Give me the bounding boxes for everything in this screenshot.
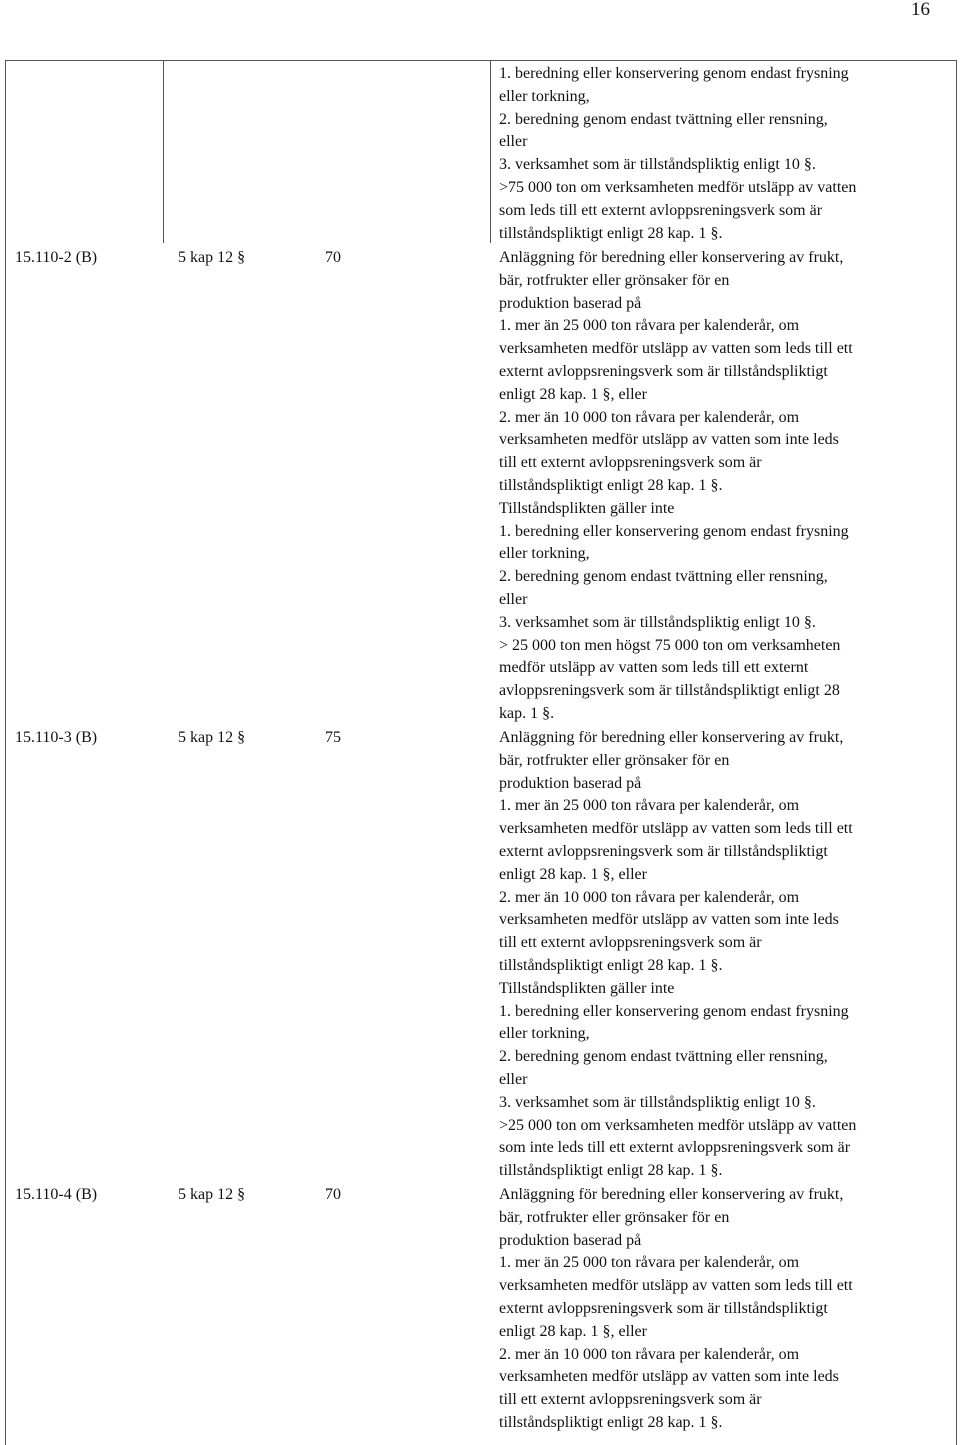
legal-reference: 5 kap 12 § xyxy=(178,1186,246,1203)
description-line: externt avloppsreningsverk som är tillståndspliktigt xyxy=(499,842,828,860)
description-line: till ett externt avloppsreningsverk som är xyxy=(499,454,762,472)
description-line: bär, rotfrukter eller grönsaker för en xyxy=(499,1208,730,1226)
description-line: 1. mer än 25 000 ton råvara per kalenderår, om xyxy=(499,317,800,335)
description-line: tillståndspliktigt enligt 28 kap. 1 §. xyxy=(499,476,723,494)
description-line: 1. beredning eller konservering genom endast frysning xyxy=(499,65,849,82)
legal-reference: 5 kap 12 § xyxy=(178,729,246,746)
description-line: 2. mer än 10 000 ton råvara per kalenderår, om xyxy=(499,888,800,906)
fee-value: 70 xyxy=(325,249,341,266)
description-line: > 25 000 ton men högst 75 000 ton om verksamheten xyxy=(499,636,841,654)
description-line: produktion baserad på xyxy=(499,1231,642,1249)
activity-code: 15.110-2 (B) xyxy=(15,249,98,266)
description-line: Anläggning för beredning eller konservering av frukt, xyxy=(499,729,844,746)
activity-code: 15.110-4 (B) xyxy=(15,1186,98,1203)
description-line: 2. beredning genom endast tvättning eller rensning, xyxy=(499,568,828,586)
description-line: 2. mer än 10 000 ton råvara per kalenderår, om xyxy=(499,1345,800,1363)
activity-code: 15.110-3 (B) xyxy=(15,729,98,746)
description-line: eller xyxy=(499,1070,528,1088)
description-line: verksamheten medför utsläpp av vatten som inte leds xyxy=(499,431,839,449)
description-line: 2. beredning genom endast tvättning eller rensning, xyxy=(499,1048,828,1066)
description-line: externt avloppsreningsverk som är tillståndspliktigt xyxy=(499,1299,828,1317)
description-line: 3. verksamhet som är tillståndspliktig enligt 10 §. xyxy=(499,613,816,631)
description-line: >25 000 ton om verksamheten medför utsläpp av vatten xyxy=(499,1116,857,1134)
description-line: enligt 28 kap. 1 §, eller xyxy=(499,1322,647,1340)
activity-description xyxy=(499,63,949,245)
description-line: produktion baserad på xyxy=(499,294,642,312)
description-line: avloppsreningsverk som är tillståndspliktigt enligt 28 xyxy=(499,682,840,700)
description-line: 1. beredning eller konservering genom endast frysning xyxy=(499,522,849,540)
description-line: medför utsläpp av vatten som leds till ett externt xyxy=(499,659,809,677)
activity-description xyxy=(499,1184,949,1435)
description-line: eller torkning, xyxy=(499,545,590,563)
description-line: till ett externt avloppsreningsverk som är xyxy=(499,1391,762,1409)
description-line: verksamheten medför utsläpp av vatten som inte leds xyxy=(499,911,839,929)
description-line: 1. mer än 25 000 ton råvara per kalenderår, om xyxy=(499,797,800,815)
description-line: Tillståndsplikten gäller inte xyxy=(499,499,675,517)
description-line: kap. 1 §. xyxy=(499,704,555,722)
description-line: till ett externt avloppsreningsverk som är xyxy=(499,934,762,952)
description-line: tillståndspliktigt enligt 28 kap. 1 §. xyxy=(499,956,723,974)
legal-reference: 5 kap 12 § xyxy=(178,249,246,266)
description-line: 3. verksamhet som är tillståndspliktig enligt 10 §. xyxy=(499,1093,816,1111)
description-line: 2. beredning genom endast tvättning eller rensning, xyxy=(499,110,828,128)
description-line: tillståndspliktigt enligt 28 kap. 1 §. xyxy=(499,224,723,242)
description-line: verksamheten medför utsläpp av vatten som leds till ett xyxy=(499,820,853,838)
description-line: 1. beredning eller konservering genom endast frysning xyxy=(499,1002,849,1020)
description-line: eller torkning, xyxy=(499,87,590,105)
description-line: 1. mer än 25 000 ton råvara per kalenderår, om xyxy=(499,1254,800,1272)
description-line: som inte leds till ett externt avloppsreningsverk som är xyxy=(499,1139,851,1157)
description-line: bär, rotfrukter eller grönsaker för en xyxy=(499,751,730,769)
description-line: 2. mer än 10 000 ton råvara per kalenderår, om xyxy=(499,408,800,426)
column-divider xyxy=(163,60,164,243)
activity-description xyxy=(499,727,949,1183)
fee-value: 70 xyxy=(325,1186,341,1203)
description-line: externt avloppsreningsverk som är tillståndspliktigt xyxy=(499,362,828,380)
column-divider xyxy=(490,60,491,243)
description-line: verksamheten medför utsläpp av vatten som leds till ett xyxy=(499,340,853,358)
description-line: Tillståndsplikten gäller inte xyxy=(499,979,675,997)
page-number: 16 xyxy=(911,0,930,20)
description-line: verksamheten medför utsläpp av vatten som leds till ett xyxy=(499,1277,853,1295)
activity-description xyxy=(499,247,949,726)
description-line: eller xyxy=(499,133,528,151)
description-line: enligt 28 kap. 1 §, eller xyxy=(499,865,647,883)
description-line: >75 000 ton om verksamheten medför utsläpp av vatten xyxy=(499,178,857,196)
description-line: Anläggning för beredning eller konservering av frukt, xyxy=(499,249,844,266)
description-line: Anläggning för beredning eller konservering av frukt, xyxy=(499,1186,844,1203)
description-line: verksamheten medför utsläpp av vatten som inte leds xyxy=(499,1368,839,1386)
description-line: eller xyxy=(499,590,528,608)
description-line: enligt 28 kap. 1 §, eller xyxy=(499,385,647,403)
description-line: som leds till ett externt avloppsreningsverk som är xyxy=(499,201,823,219)
description-line: tillståndspliktigt enligt 28 kap. 1 §. xyxy=(499,1162,723,1180)
description-line: tillståndspliktigt enligt 28 kap. 1 §. xyxy=(499,1413,723,1431)
description-line: 3. verksamhet som är tillståndspliktig enligt 10 §. xyxy=(499,156,816,174)
description-line: produktion baserad på xyxy=(499,774,642,792)
description-line: eller torkning, xyxy=(499,1025,590,1043)
description-line: bär, rotfrukter eller grönsaker för en xyxy=(499,271,730,289)
fee-value: 75 xyxy=(325,729,341,746)
